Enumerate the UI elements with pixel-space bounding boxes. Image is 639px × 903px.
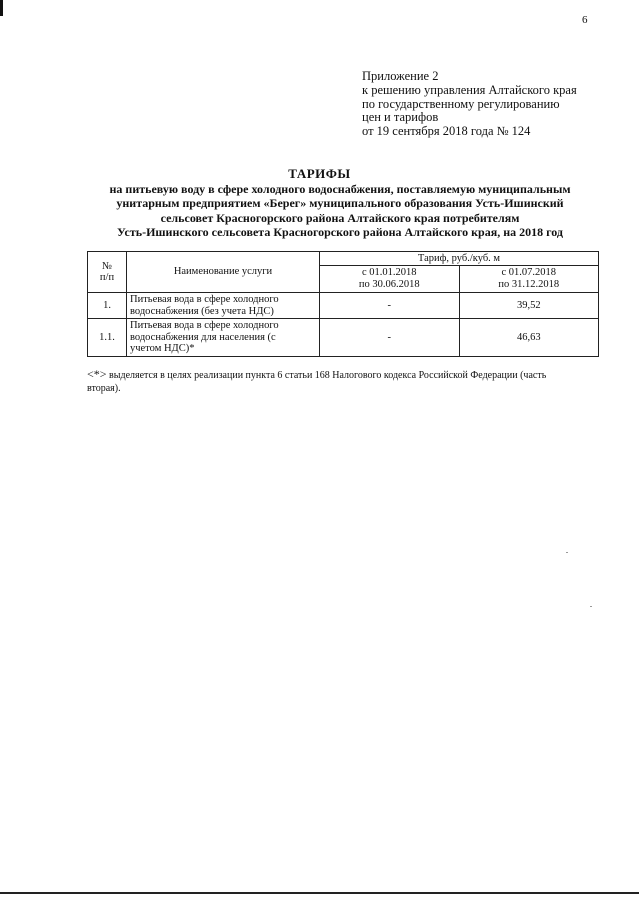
- service-line: Питьевая вода в сфере холодного: [130, 320, 279, 331]
- row-period1-value: -: [320, 293, 460, 319]
- appendix-line: от 19 сентября 2018 года № 124: [362, 124, 531, 139]
- subtitle-line: Усть-Ишинского сельсовета Красногорского района Алтайского края, на 2018 год: [117, 225, 563, 240]
- header-service-cell: Наименование услуги: [127, 252, 320, 293]
- period2-end: по 31.12.2018: [498, 279, 560, 290]
- footnote-mark: <*>: [87, 367, 107, 381]
- appendix-line: к решению управления Алтайского края: [362, 82, 577, 97]
- row-service-cell: [127, 293, 320, 319]
- bottom-scan-line: [0, 892, 639, 894]
- period1-end: по 30.06.2018: [358, 279, 420, 290]
- header-num-cell: [88, 252, 127, 293]
- header-tariff-cell: Тариф, руб./куб. м: [320, 252, 599, 266]
- header-num-symbol: №: [101, 261, 113, 272]
- subtitle-line: на питьевую воду в сфере холодного водоснабжения, поставляемую муниципальным: [109, 182, 571, 196]
- period2-start: с 01.07.2018: [501, 267, 557, 278]
- header-period1-cell: [320, 266, 460, 293]
- document-subtitle: [70, 182, 610, 240]
- service-line: Питьевая вода в сфере холодного: [130, 294, 279, 305]
- row-service-cell: [127, 319, 320, 357]
- period1-start: с 01.01.2018: [361, 267, 417, 278]
- page-number: 6: [582, 14, 588, 26]
- scan-edge-mark: [0, 0, 3, 16]
- table-row: [88, 319, 599, 357]
- service-line: водоснабжения (без учета НДС): [130, 305, 274, 317]
- footnote-text: выделяется в целях реализации пункта 6 статьи 168 Налогового кодекса Российской Федерации (часть: [106, 370, 547, 381]
- appendix-line: по государственному регулированию: [362, 96, 560, 111]
- row-num-cell: 1.1.: [88, 319, 127, 357]
- scan-speck: [590, 606, 592, 607]
- row-period2-value: 46,63: [459, 319, 599, 357]
- header-num-abbr: п/п: [99, 272, 115, 283]
- table-row: [88, 293, 599, 319]
- footnote: [87, 368, 607, 395]
- footnote-line: [87, 368, 607, 382]
- table-header-row: [88, 252, 599, 266]
- service-line: водоснабжения для населения (с: [130, 331, 276, 343]
- scan-speck: [566, 552, 568, 553]
- subtitle-line: унитарным предприятием «Берег» муниципального образования Усть-Ишинский: [116, 196, 564, 211]
- row-period1-value: -: [320, 319, 460, 357]
- appendix-block: [362, 70, 622, 139]
- service-line: учетом НДС)*: [130, 343, 195, 354]
- row-num-cell: 1.: [88, 293, 127, 319]
- appendix-line: цен и тарифов: [362, 110, 439, 125]
- header-period2-cell: [459, 266, 599, 293]
- document-title: ТАРИФЫ: [288, 166, 351, 181]
- row-period2-value: 39,52: [459, 293, 599, 319]
- footnote-line: вторая).: [87, 383, 121, 394]
- appendix-line: Приложение 2: [362, 69, 439, 83]
- tariff-table: [87, 251, 599, 357]
- subtitle-line: сельсовет Красногорского района Алтайского края потребителям: [160, 210, 520, 225]
